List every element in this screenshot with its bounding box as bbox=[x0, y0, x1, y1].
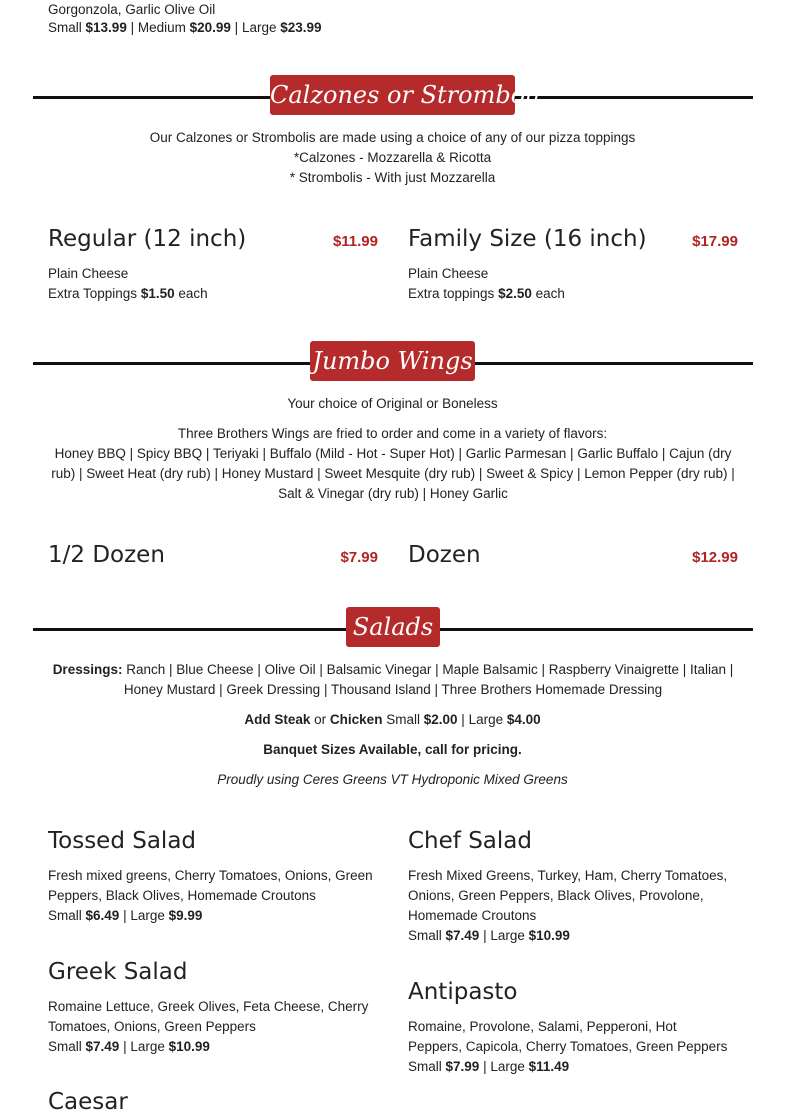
menu-item-name: 1/2 Dozen bbox=[48, 542, 165, 568]
pizza-prices: Small $13.99 | Medium $20.99 | Large $23.99 bbox=[48, 20, 322, 35]
menu-item-name: Family Size (16 inch) bbox=[408, 226, 647, 252]
salad-add-protein: Add Steak or Chicken Small $2.00 | Large $4.00 bbox=[244, 712, 541, 727]
section-title-calzones: Calzones or Stromboli bbox=[270, 75, 515, 115]
menu-item-description: Plain Cheese Extra Toppings $1.50 each bbox=[48, 266, 208, 301]
menu-item-name: Dozen bbox=[408, 542, 481, 568]
menu-item-price: $12.99 bbox=[692, 549, 738, 566]
calzones-intro: Our Calzones or Strombolis are made using a choice of any of our pizza toppings *Calzones - Mozzarella & Ricotta * Strombolis - With just Mozzarella bbox=[149, 130, 636, 185]
menu-item-name: Caesar bbox=[48, 1089, 128, 1115]
menu-item-name: Greek Salad bbox=[48, 959, 188, 985]
menu-item-description: Romaine, Provolone, Salami, Pepperoni, Hot Peppers, Capicola, Cherry Tomatoes, Green Peppers Small $7.99 | Large $11.49 bbox=[408, 1019, 728, 1074]
menu-item-name: Chef Salad bbox=[408, 828, 532, 854]
greens-note: Proudly using Ceres Greens VT Hydroponic Mixed Greens bbox=[217, 772, 568, 787]
menu-item-name: Tossed Salad bbox=[48, 828, 197, 854]
banquet-note: Banquet Sizes Available, call for pricing. bbox=[263, 742, 522, 757]
pizza-description: Gorgonzola, Garlic Olive Oil bbox=[48, 2, 216, 17]
menu-item-price: $17.99 bbox=[692, 233, 738, 250]
menu-item-description: Fresh mixed greens, Cherry Tomatoes, Onions, Green Peppers, Black Olives, Homemade Croutons Small $6.49 | Large $9.99 bbox=[48, 868, 373, 923]
menu-item-name: Regular (12 inch) bbox=[48, 226, 247, 252]
section-title-wings: Jumbo Wings bbox=[310, 341, 475, 381]
wings-choice: Your choice of Original or Boneless bbox=[287, 396, 498, 411]
wings-flavors: Honey BBQ | Spicy BBQ | Teriyaki | Buffalo (Mild - Hot - Super Hot) | Garlic Parmesan | Garlic Buffalo | Cajun (dry rub) | Sweet Heat (dry rub) | Honey Mustard | Sweet Mesquite (dry rub) | Sweet & Spicy | Lemon Pepper (dry rub) | Salt & Vinegar (dry rub) | Honey Garlic bbox=[51, 446, 735, 501]
wings-flavors-intro: Three Brothers Wings are fried to order and come in a variety of flavors: bbox=[177, 426, 608, 441]
menu-item-price: $11.99 bbox=[332, 233, 378, 250]
section-title-salads: Salads bbox=[346, 607, 440, 647]
menu-item-description: Romaine Lettuce, Greek Olives, Feta Cheese, Cherry Tomatoes, Onions, Green Peppers Small $7.49 | Large $10.99 bbox=[48, 999, 369, 1054]
salad-dressings: Dressings: Ranch | Blue Cheese | Olive Oil | Balsamic Vinegar | Maple Balsamic | Raspberry Vinaigrette | Italian | Honey Mustard | Greek Dressing | Thousand Island | Three Brothers Homemade Dressing bbox=[52, 662, 734, 697]
menu-item-price: $7.99 bbox=[340, 549, 378, 566]
menu-item-name: Antipasto bbox=[408, 979, 518, 1005]
menu-item-description: Fresh Mixed Greens, Turkey, Ham, Cherry Tomatoes, Onions, Green Peppers, Black Olives, Provolone, Homemade Croutons Small $7.49 | Large $10.99 bbox=[408, 868, 728, 943]
menu-item-description: Plain Cheese Extra toppings $2.50 each bbox=[408, 266, 565, 301]
